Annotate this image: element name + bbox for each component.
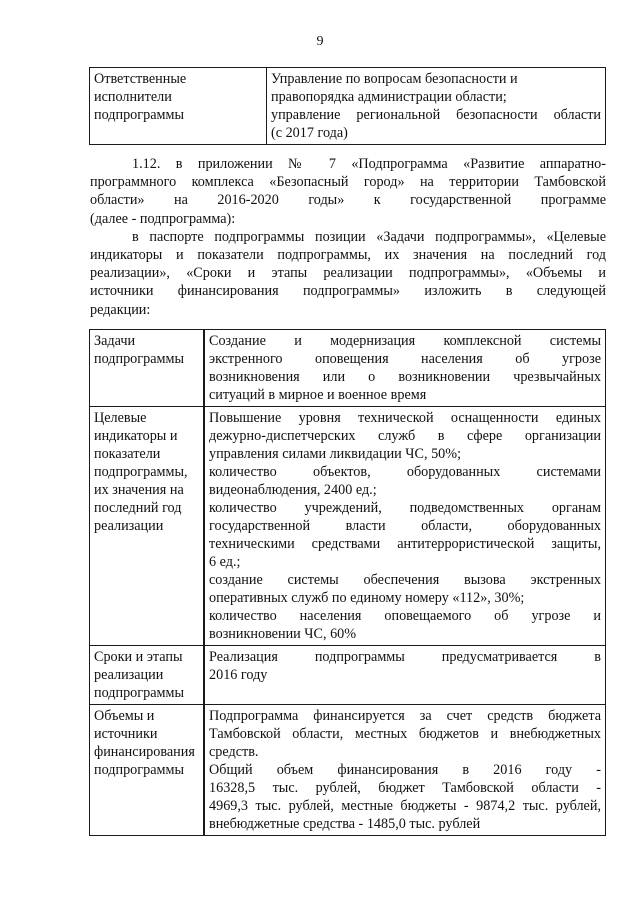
table-text-line: Реализация подпрограммы предусматривается в	[209, 649, 601, 665]
table-text-line: Тамбовской области, местных бюджетов и внебюджетных	[209, 726, 601, 742]
table-text-line: 16328,5 тыс. рублей, бюджет Тамбовской области -	[209, 780, 601, 796]
table-cell-label: Ответственные исполнители подпрограммы	[90, 68, 267, 145]
table-body	[90, 330, 606, 836]
table-cell-value	[204, 330, 606, 407]
table-cell-label: Задачи подпрограммы	[90, 330, 205, 407]
table-text-line: количество объектов, оборудованных системами	[209, 464, 601, 480]
text-line: редакции:	[90, 301, 151, 318]
table-text-line: Подпрограмма финансируется за счет средств бюджета	[209, 708, 601, 724]
text-line: реализации», «Сроки и этапы реализации подпрограммы», «Объемы и	[90, 265, 606, 282]
table-cell-label: Объемы и источники финансирования подпрограммы	[90, 705, 205, 836]
table-text-line: ситуаций в мирное и военное время	[209, 387, 427, 403]
responsible-executors-table	[89, 67, 606, 145]
paragraph-passport	[90, 228, 606, 319]
table-cell-value	[204, 705, 606, 836]
text-line: в паспорте подпрограммы позиции «Задачи подпрограммы», «Целевые	[132, 228, 606, 245]
table-text-line: видеонаблюдения, 2400 ед.;	[209, 482, 377, 498]
body-text	[90, 155, 606, 319]
table-text-line: создание системы обеспечения вызова экстренных	[209, 572, 601, 588]
text-line: (далее - подпрограмма):	[90, 210, 236, 227]
table-text-line: Управление по вопросам безопасности и	[271, 71, 518, 87]
table-text-line: правопорядка администрации области;	[271, 89, 507, 105]
table-text-line: количество учреждений, подведомственных органам	[209, 500, 601, 516]
paragraph-amendment	[90, 155, 606, 228]
table-cell-label: Целевые индикаторы и показатели подпрограммы, их значения на последний год реализации	[90, 407, 205, 646]
table-text-line: возникновения или о возникновении чрезвычайных	[209, 369, 601, 385]
table-row	[90, 646, 606, 705]
table-text-line: внебюджетные средства - 1485,0 тыс. рублей	[209, 816, 481, 832]
table-row	[90, 68, 606, 145]
table-text-line: 2016 году	[209, 667, 268, 683]
table-text-line: (с 2017 года)	[271, 125, 348, 141]
text-line: программного комплекса «Безопасный город» на территории Тамбовской	[90, 174, 606, 191]
table-cell-value	[267, 68, 606, 145]
text-line: индикаторы и показатели подпрограммы, их значения на последний год	[90, 247, 606, 264]
table-text-line: Общий объем финансирования в 2016 году -	[209, 762, 601, 778]
text-line: области» на 2016-2020 годы» к государственной программе	[90, 192, 606, 209]
table-text-line: 4969,3 тыс. рублей, местные бюджеты - 9874,2 тыс. рублей,	[209, 798, 601, 814]
text-line: источники финансирования подпрограммы» изложить в следующей	[90, 283, 606, 300]
table-cell-value	[204, 646, 606, 705]
table-text-line: техническими средствами антитеррористической защиты,	[209, 536, 601, 552]
subprogram-passport-table	[89, 329, 606, 836]
table-row	[90, 407, 606, 646]
table-row	[90, 330, 606, 407]
table-text-line: 6 ед.;	[209, 554, 241, 570]
table-cell-value	[204, 407, 606, 646]
table-text-line: дежурно-диспетчерских служб в сфере организации	[209, 428, 601, 444]
table-text-line: экстренного оповещения населения об угрозе	[209, 351, 601, 367]
table-cell-label: Сроки и этапы реализации подпрограммы	[90, 646, 205, 705]
table-text-line: количество населения оповещаемого об угрозе и	[209, 608, 601, 624]
table-text-line: Создание и модернизация комплексной системы	[209, 333, 601, 349]
text-line: 1.12. в приложении № 7 «Подпрограмма «Развитие аппаратно-	[132, 156, 606, 172]
table-text-line: управление региональной безопасности области	[271, 107, 601, 123]
page-number: 9	[316, 34, 324, 49]
table-text-line: средств.	[209, 744, 259, 760]
table-text-line: управления силами ликвидации ЧС, 50%;	[209, 446, 462, 462]
table-text-line: оперативных служб по единому номеру «112», 30%;	[209, 590, 525, 606]
table-row	[90, 705, 606, 836]
table-text-line: возникновении ЧС, 60%	[209, 626, 357, 642]
table-text-line: Повышение уровня технической оснащенности единых	[209, 410, 601, 426]
table-text-line: государственной власти области, оборудованных	[209, 518, 601, 534]
